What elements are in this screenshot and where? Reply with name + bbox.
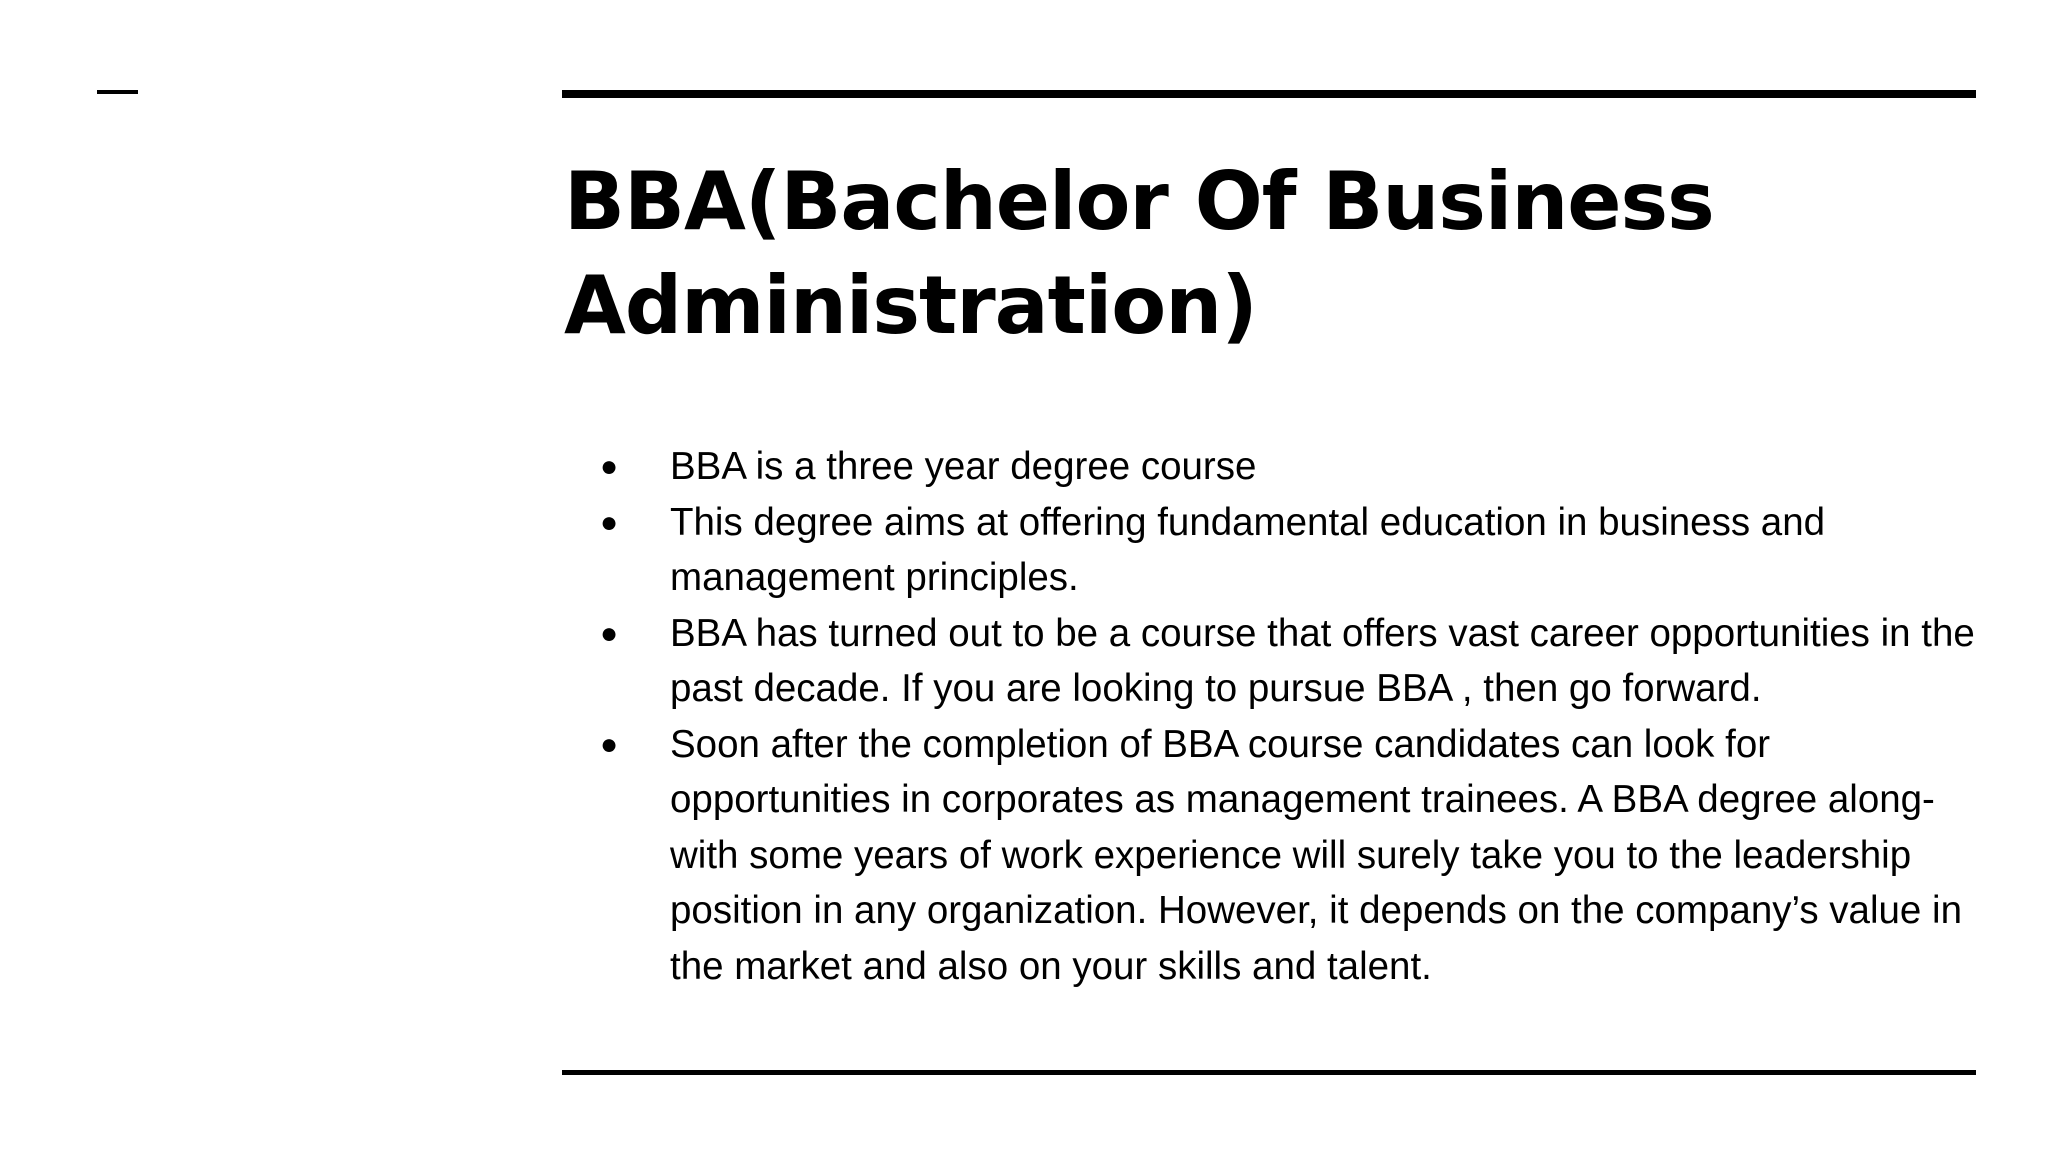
bullet-dot-icon: ● [600,450,619,483]
bullet-text: Soon after the completion of BBA course candidates can look for opportunities in corporates as management trainees. A BBA degree along-with some years of work experience will surely take you to the leadership position in any organization. However, it depends on the company’s value in the market and also on your skills and talent. [670,722,1962,988]
bullet-text: BBA is a three year degree course [670,445,1257,488]
bullet-item [600,606,1980,717]
bottom-divider-rule [562,1070,1976,1075]
bullet-list [600,439,1980,994]
bullet-dot-icon: ● [600,505,619,539]
bullet-item [600,495,1980,606]
bullet-text: BBA has turned out to be a course that offers vast career opportunities in the past decade. If you are looking to pursue BBA , then go forward. [670,611,1975,710]
bullet-dot-icon: ● [600,727,619,761]
bullet-item [600,717,1980,995]
top-divider-rule [562,90,1976,98]
bullet-text: This degree aims at offering fundamental education in business and management principles. [670,500,1826,599]
slide-title: BBA(Bachelor Of Business Administration) [564,155,1714,352]
bullet-dot-icon: ● [600,616,619,650]
corner-dash-decoration [97,90,138,94]
bullet-item [600,439,1980,495]
